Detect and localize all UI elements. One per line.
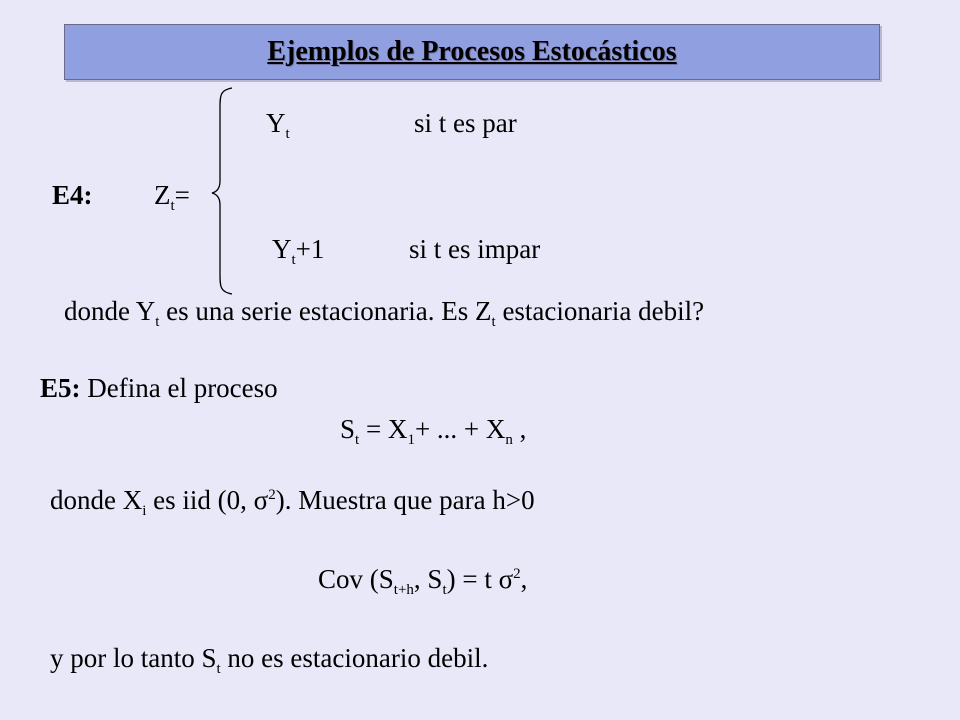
case1-condition: si t es par <box>414 108 517 138</box>
left-brace <box>210 86 240 296</box>
case1-term: $Y_t$ <box>266 108 290 142</box>
case2-term: $Y_t+1$ <box>272 234 325 268</box>
partial-sum-equation: $S_t = X_1+$ ... + $X_n$ , <box>340 414 527 448</box>
covariance-equation: Cov ($S_{t+h}$, $S_t) = t$ $\sigma^2$, <box>318 564 528 598</box>
e4-label: E4: <box>52 180 93 210</box>
iid-statement: donde $X_i$ es iid (0, $\sigma^2$). Muestra que para h>0 <box>50 485 535 519</box>
title-banner <box>64 24 880 80</box>
e5-label: E5: <box>40 373 81 403</box>
case2-condition: si t es impar <box>409 234 541 264</box>
conclusion: y por lo tanto $S_t$ no es estacionario debil. <box>50 643 489 677</box>
e4-question: donde $Y_t$ es una serie estacionaria. Es $Z_t$ estacionaria debil? <box>64 296 705 330</box>
slide-title: Ejemplos de Procesos Estocásticos <box>267 36 677 67</box>
e5-intro: E5: Defina el proceso <box>40 373 278 403</box>
z-term: $Z_t=$ <box>154 180 190 214</box>
